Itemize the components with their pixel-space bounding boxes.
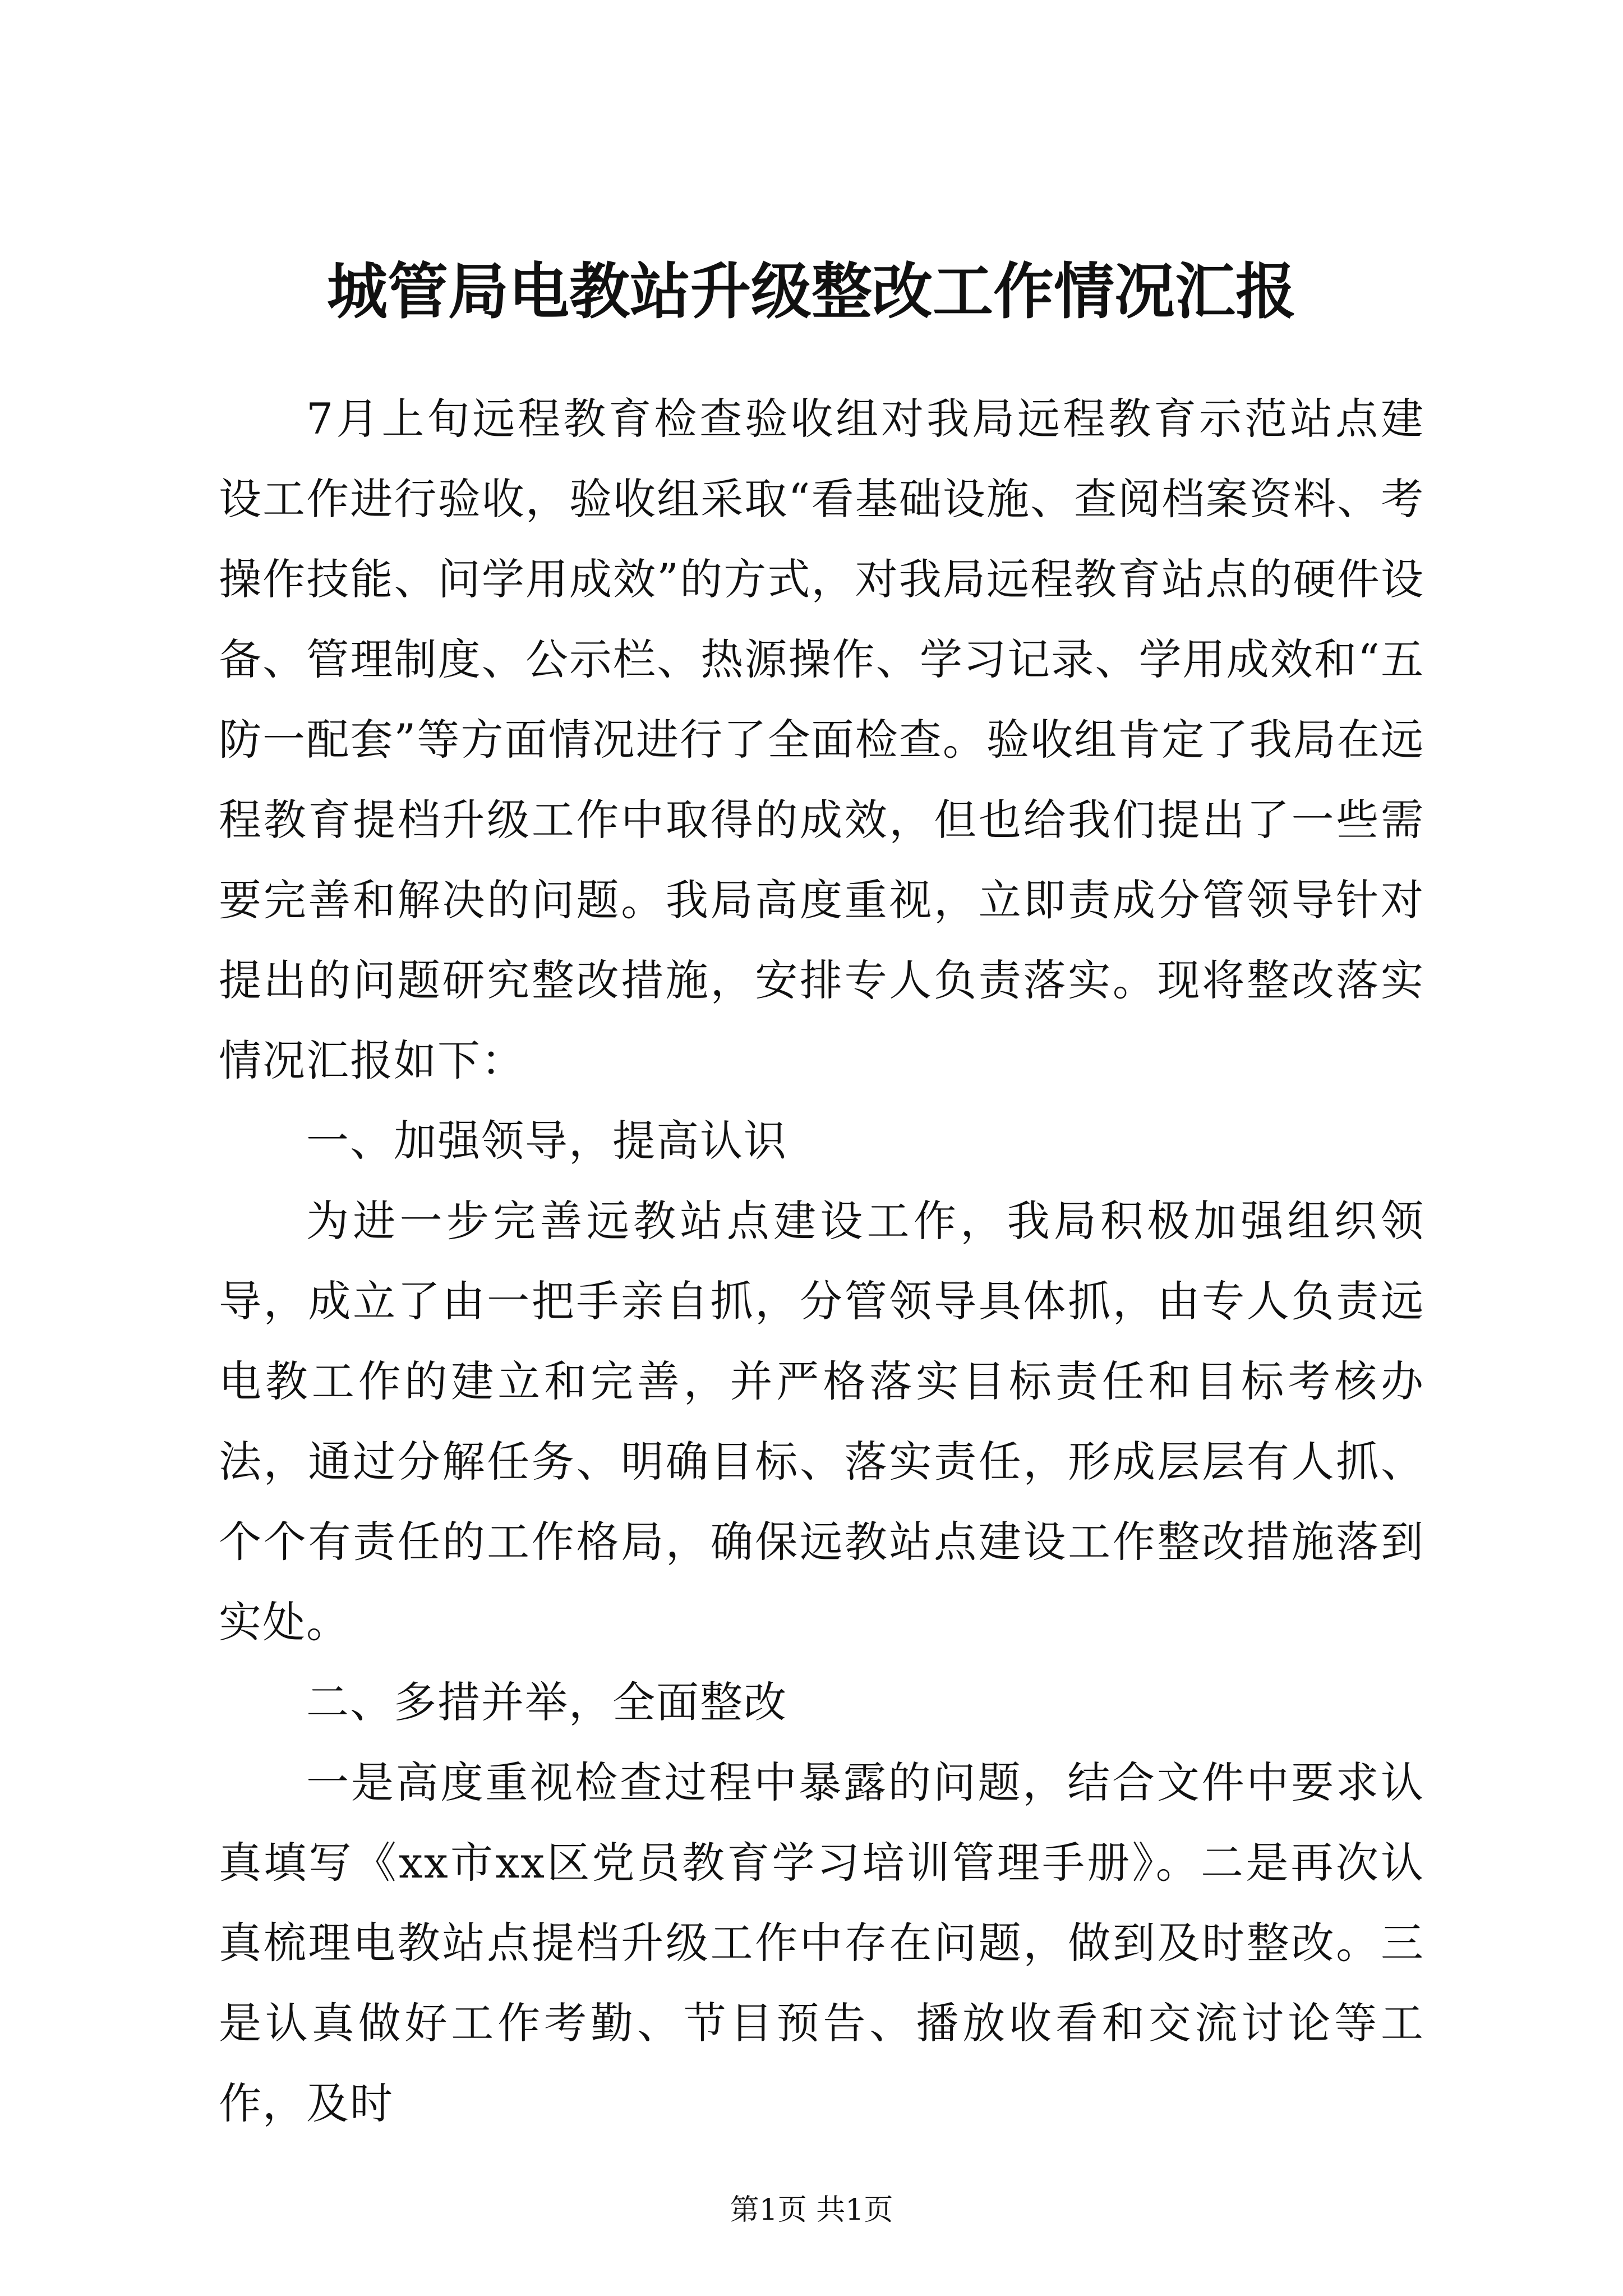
page-footer: 第1页 共1页 xyxy=(730,2193,893,2227)
section-heading-1: 一、加强领导，提高认识 xyxy=(306,1116,787,1166)
paragraph-intro: 7月上旬远程教育检查验收组对我局远程教育示范站点建设工作进行验收，验收组采取“看基础设施、查阅档案资料、考操作技能、问学用成效”的方式，对我局远程教育站点的硬件设备、管理制度、公示栏、热源操作、学习记录、学用成效和“五防一配套”等方面情况进行了全面检查。验收组肯定了我局在远程教育提档升级工作中取得的成效，但也给我们提出了一些需要完善和解决的问题。我局高度重视，立即责成分管领导针对提出的问题研究整改措施，安排专人负责落实。现将整改落实情况汇报如下： xyxy=(219,394,1424,1085)
document-body xyxy=(219,379,1424,2143)
paragraph-section-2: 一是高度重视检查过程中暴露的问题，结合文件中要求认真填写《xx市xx区党员教育学习培训管理手册》。二是再次认真梳理电教站点提档升级工作中存在问题，做到及时整改。三是认真做好工作考勤、节目预告、播放收看和交流讨论等工作，及时 xyxy=(219,1757,1424,2128)
document-title: 城管局电教站升级整改工作情况汇报 xyxy=(326,256,1296,327)
section-heading-2: 二、多措并举，全面整改 xyxy=(306,1677,787,1727)
paragraph-section-1: 为进一步完善远教站点建设工作，我局积极加强组织领导，成立了由一把手亲自抓，分管领导具体抓，由专人负责远电教工作的建立和完善，并严格落实目标责任和目标考核办法，通过分解任务、明确目标、落实责任，形成层层有人抓、个个有责任的工作格局，确保远教站点建设工作整改措施落到实处。 xyxy=(219,1196,1424,1647)
